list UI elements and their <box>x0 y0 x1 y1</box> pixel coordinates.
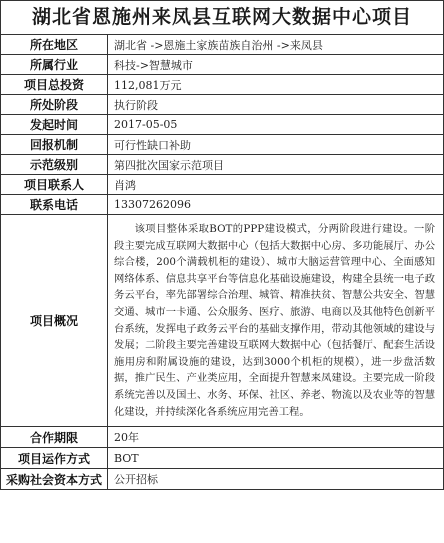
table-row-operation-mode <box>1 448 444 469</box>
table-row-term <box>1 427 444 448</box>
table-row-return-mechanism <box>1 135 444 155</box>
document-title: 湖北省恩施州来凤县互联网大数据中心项目 <box>0 0 444 34</box>
field-value: 第四批次国家示范项目 <box>108 155 444 175</box>
table-row-phone <box>1 195 444 215</box>
field-label: 项目总投资 <box>1 75 108 95</box>
field-value: 执行阶段 <box>108 95 444 115</box>
field-value: 13307262096 <box>108 195 444 215</box>
field-value: BOT <box>108 448 444 469</box>
field-label: 所处阶段 <box>1 95 108 115</box>
table-row-overview <box>1 215 444 427</box>
field-value: 可行性缺口补助 <box>108 135 444 155</box>
project-overview-text: 该项目整体采取BOT的PPP建设模式，分两阶段进行建设。一阶段主要完成互联网大数据中心（包括大数据中心房、多功能展厅、办公综合楼，200个满载机柜的建设）、城市大脑运营管理中心、全面感知网络体系、信息共享平台等信息化基础设施建设，构建全县统一电子政务云平台，率先部署综合治理、城管、精准扶贫、智慧公共安全、智慧交通、城市一卡通、公众服务、医疗、旅游、电商以及其他特色创新平台系统，发挥电子政务云平台的基础支撑作用，带动其他领域的建设与发展；二阶段主要完善建设互联网大数据中心（包括餐厅、配套生活设施用房和附属设施的建设，达到3000个机柜的规模），进一步盘活数据，推广民生、产业类应用，全面提升智慧来凤建设。主要完成一阶段系统完善以及国土、水务、环保、社区、养老、物流以及农业等的智慧化建设，并持续深化各系统应用完善工程。 <box>114 223 435 418</box>
project-overview-cell <box>108 215 444 427</box>
field-value: 公开招标 <box>108 469 444 490</box>
field-value: 肖鸿 <box>108 175 444 195</box>
field-label: 所在地区 <box>1 35 108 55</box>
table-row-demo-level <box>1 155 444 175</box>
table-row-region <box>1 35 444 55</box>
field-label: 项目运作方式 <box>1 448 108 469</box>
field-label: 联系电话 <box>1 195 108 215</box>
field-value: 湖北省 ->恩施土家族苗族自治州 ->来凤县 <box>108 35 444 55</box>
field-value: 2017-05-05 <box>108 115 444 135</box>
field-label: 示范级别 <box>1 155 108 175</box>
field-label: 发起时间 <box>1 115 108 135</box>
table-row-industry <box>1 55 444 75</box>
table-row-start-date <box>1 115 444 135</box>
field-value: 112,081万元 <box>108 75 444 95</box>
field-value: 科技->智慧城市 <box>108 55 444 75</box>
table-row-procurement <box>1 469 444 490</box>
field-label: 回报机制 <box>1 135 108 155</box>
field-value: 20年 <box>108 427 444 448</box>
table-row-stage <box>1 95 444 115</box>
table-row-contact <box>1 175 444 195</box>
field-label: 采购社会资本方式 <box>1 469 108 490</box>
field-label: 项目联系人 <box>1 175 108 195</box>
field-label: 所属行业 <box>1 55 108 75</box>
table-row-investment <box>1 75 444 95</box>
field-label: 项目概况 <box>1 215 108 427</box>
project-info-table <box>0 34 444 490</box>
field-label: 合作期限 <box>1 427 108 448</box>
